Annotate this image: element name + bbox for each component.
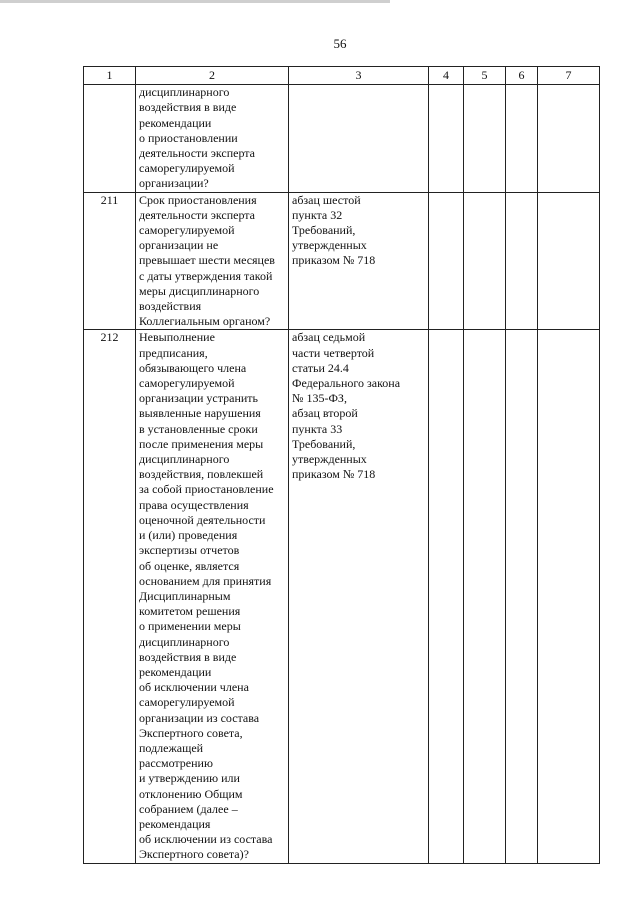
- question-text-line: Экспертного совета)?: [139, 847, 249, 862]
- reference-text-line: статьи 24.4: [292, 360, 349, 375]
- question-text-line: отклонению Общим: [139, 786, 243, 801]
- question-text-line: дисциплинарного: [139, 634, 230, 649]
- empty-cell-col-7: [538, 330, 600, 863]
- question-text-line: Коллегиальным органом?: [139, 314, 271, 329]
- question-text-line: права осуществления: [139, 497, 249, 512]
- empty-cell-col-6: [506, 192, 538, 330]
- question-text-line: о приостановлении: [139, 130, 238, 145]
- column-header-1: 1: [84, 67, 136, 85]
- empty-cell-col-4: [429, 192, 464, 330]
- question-text-line: за собой приостановление: [139, 482, 274, 497]
- question-text-line: Экспертного совета,: [139, 725, 243, 740]
- question-text-line: деятельности эксперта: [139, 146, 256, 161]
- question-text-line: Невыполнение: [139, 330, 215, 345]
- question-text-line: саморегулируемой: [139, 223, 235, 238]
- question-text-line: экспертизы отчетов: [139, 543, 240, 558]
- column-header-7: 7: [538, 67, 600, 85]
- question-text-line: оценочной деятельности: [139, 512, 266, 527]
- reference-text-line: части четвертой: [292, 345, 375, 360]
- reference-text-line: пункта 33: [292, 421, 343, 436]
- empty-cell-col-6: [506, 330, 538, 863]
- empty-cell-col-7: [538, 85, 600, 192]
- question-text-line: в установленные сроки: [139, 421, 258, 436]
- question-text-line: воздействия: [139, 299, 202, 314]
- question-text-line: рассмотрению: [139, 756, 213, 771]
- question-text-line: деятельности эксперта: [139, 207, 256, 222]
- empty-cell-col-4: [429, 330, 464, 863]
- question-text-line: о применении меры: [139, 619, 241, 634]
- legal-reference-cell: [289, 192, 429, 330]
- column-header-4: 4: [429, 67, 464, 85]
- question-cell: [136, 330, 289, 863]
- row-number: 211: [84, 192, 136, 330]
- question-text-line: после применения меры: [139, 436, 264, 451]
- reference-text-line: приказом № 718: [292, 253, 376, 268]
- row-number: 212: [84, 330, 136, 863]
- question-text-line: саморегулируемой: [139, 161, 235, 176]
- reference-text-line: пункта 32: [292, 207, 343, 222]
- question-text-line: рекомендации: [139, 115, 212, 130]
- column-header-5: 5: [464, 67, 506, 85]
- reference-text-line: Требований,: [292, 223, 356, 238]
- question-text-line: превышает шести месяцев: [139, 253, 275, 268]
- question-text-line: воздействия, повлекшей: [139, 467, 264, 482]
- question-text-line: собранием (далее –: [139, 801, 238, 816]
- empty-cell-col-6: [506, 85, 538, 192]
- reference-text-line: абзац шестой: [292, 192, 361, 207]
- question-text-line: меры дисциплинарного: [139, 283, 260, 298]
- empty-cell-col-5: [464, 192, 506, 330]
- question-text-line: Дисциплинарным: [139, 588, 231, 603]
- question-text-line: дисциплинарного: [139, 85, 230, 100]
- table-row: [84, 330, 600, 863]
- question-text-line: саморегулируемой: [139, 695, 235, 710]
- question-text-line: и (или) проведения: [139, 528, 238, 543]
- question-text-line: об исключении из состава: [139, 832, 273, 847]
- question-text-line: предписания,: [139, 345, 208, 360]
- question-text-line: Срок приостановления: [139, 192, 257, 207]
- legal-reference-cell: [289, 330, 429, 863]
- empty-cell-col-5: [464, 330, 506, 863]
- question-text-line: организации устранить: [139, 391, 259, 406]
- reference-text-line: абзац второй: [292, 406, 358, 421]
- question-text-line: организации не: [139, 238, 219, 253]
- question-text-line: комитетом решения: [139, 604, 241, 619]
- row-number: [84, 85, 136, 192]
- question-text-line: организации?: [139, 176, 209, 191]
- reference-text-line: Требований,: [292, 436, 356, 451]
- page-number: 56: [333, 36, 347, 51]
- question-text-line: и утверждению или: [139, 771, 240, 786]
- question-text-line: основанием для принятия: [139, 573, 272, 588]
- question-text-line: обязывающего члена: [139, 360, 247, 375]
- question-cell: [136, 85, 289, 192]
- question-text-line: об оценке, является: [139, 558, 240, 573]
- reference-text-line: приказом № 718: [292, 467, 376, 482]
- reference-text-line: Федерального закона: [292, 376, 401, 391]
- reference-text-line: № 135-ФЗ,: [292, 391, 347, 406]
- reference-text-line: утвержденных: [292, 452, 367, 467]
- question-text-line: рекомендация: [139, 816, 211, 831]
- question-text-line: выявленные нарушения: [139, 406, 261, 421]
- table-row: [84, 85, 600, 192]
- question-text-line: об исключении члена: [139, 680, 249, 695]
- question-text-line: саморегулируемой: [139, 376, 235, 391]
- empty-cell-col-4: [429, 85, 464, 192]
- column-header-6: 6: [506, 67, 538, 85]
- column-header-3: 3: [289, 67, 429, 85]
- reference-text-line: утвержденных: [292, 238, 367, 253]
- question-text-line: рекомендации: [139, 664, 212, 679]
- question-cell: [136, 192, 289, 330]
- checklist-table: [83, 66, 600, 864]
- empty-cell-col-7: [538, 192, 600, 330]
- empty-cell-col-5: [464, 85, 506, 192]
- question-text-line: с даты утверждения такой: [139, 268, 273, 283]
- question-text-line: дисциплинарного: [139, 452, 230, 467]
- question-text-line: организации из состава: [139, 710, 260, 725]
- legal-reference-cell: [289, 85, 429, 192]
- reference-text-line: абзац седьмой: [292, 330, 366, 345]
- table-header-row: [84, 67, 600, 85]
- question-text-line: воздействия в виде: [139, 100, 237, 115]
- table-row: [84, 192, 600, 330]
- column-header-2: 2: [136, 67, 289, 85]
- scan-top-edge: [0, 0, 390, 3]
- question-text-line: подлежащей: [139, 740, 204, 755]
- question-text-line: воздействия в виде: [139, 649, 237, 664]
